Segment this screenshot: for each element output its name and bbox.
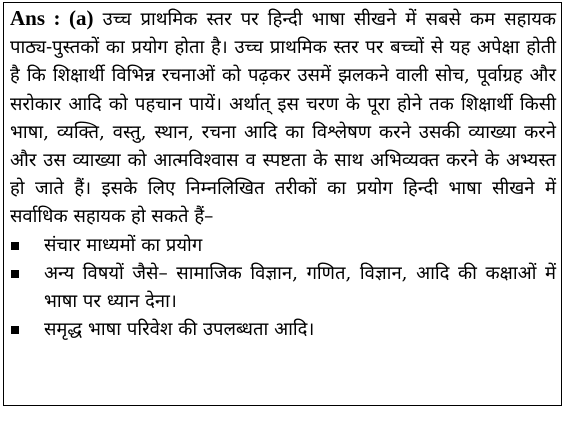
answer-paragraph <box>10 4 556 232</box>
answer-text: उच्च प्राथमिक स्तर पर हिन्दी भाषा सीखने में सबसे कम सहायक पाठ्य-पुस्तकों का प्रयोग होता है। उच्च प्राथमिक स्तर पर बच्चों से यह अपेक्षा होती है कि शिक्षार्थी विभिन्न रचनाओं को पढ़कर उसमें झलकने वाली सोच, पूर्वाग्रह और सरोकार आदि को पहचान पायें। अर्थात् इस चरण के पूरा होने तक शिक्षार्थी किसी भाषा, व्यक्ति, वस्तु, स्थान, रचना आदि का विश्लेषण करने उसकी व्याख्या करने और उस व्याख्या को आत्मविश्वास व स्पष्टता के साथ अभिव्यक्त करने के अभ्यस्त हो जाते हैं। इसके लिए निम्नलिखित तरीकों का प्रयोग हिन्दी भाषा सीखने में सर्वाधिक सहायक हो सकते हैं– <box>10 9 556 228</box>
square-bullet-icon <box>11 270 19 278</box>
answer-prefix: Ans : (a) <box>10 6 94 30</box>
bullet-text: समृद्ध भाषा परिवेश की उपलब्धता आदि। <box>44 319 315 341</box>
square-bullet-icon <box>11 242 19 250</box>
bullet-text: संचार माध्यमों का प्रयोग <box>44 234 203 256</box>
bullet-text: अन्य विषयों जैसे– सामाजिक विज्ञान, गणित, विज्ञान, आदि की कक्षाओं में भाषा पर ध्यान देना। <box>44 262 556 313</box>
list-item <box>10 260 556 316</box>
bullet-list <box>10 232 556 345</box>
list-item <box>10 232 556 260</box>
square-bullet-icon <box>11 326 19 334</box>
list-item <box>10 316 556 344</box>
answer-box <box>3 2 562 406</box>
